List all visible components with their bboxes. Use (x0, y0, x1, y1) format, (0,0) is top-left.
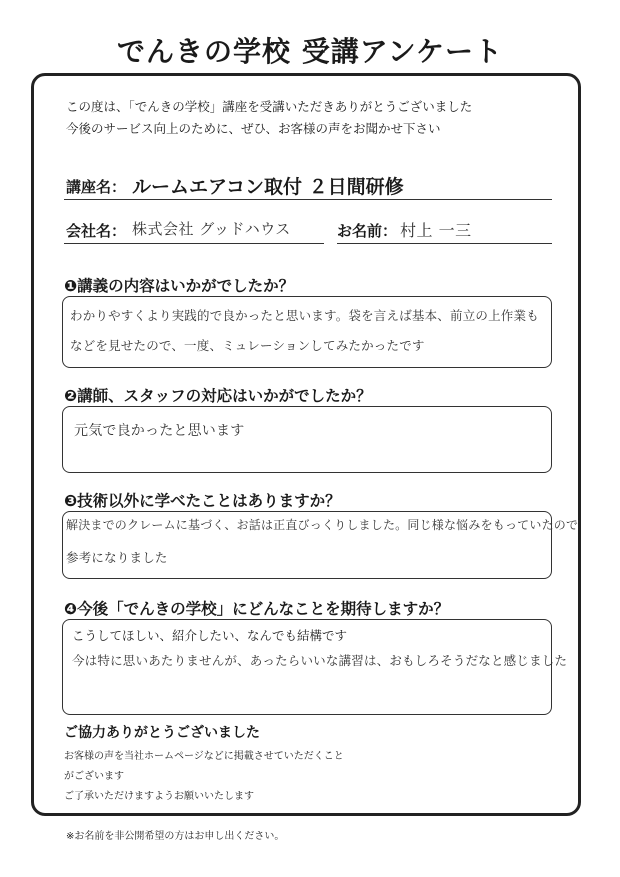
closing-line-3: ご了承いただけますようお願いいたします (64, 791, 254, 802)
question-2-heading: ❷講師、スタッフの対応はいかがでしたか？ (64, 387, 372, 405)
survey-title: でんきの学校 受講アンケート (116, 35, 504, 68)
question-4-heading: ❹今後「でんきの学校」にどんなことを期待しますか？ (64, 600, 450, 618)
question-3-answer-line-2: 参考になりました (66, 550, 168, 565)
name-label: お名前： (337, 222, 398, 240)
closing-line-2: がございます (64, 771, 124, 782)
name-value: 村上 一三 (400, 221, 472, 240)
course-value: ルームエアコン取付 ２日間研修 (132, 176, 404, 198)
closing-line-1: お客様の声を当社ホームページなどに掲載させていただくこと (64, 751, 344, 762)
company-label: 会社名： (66, 222, 127, 240)
company-value: 株式会社 グッドハウス (132, 220, 291, 238)
question-3-answer-line-1: 解決までのクレームに基づく、お話は正直びっくりしました。同じ様な悩みをもっていたので (66, 518, 579, 532)
intro-line-1: この度は、「でんきの学校」講座を受講いただきありがとうございました (66, 99, 473, 114)
question-1-answer-line-1: わかりやすくより実践的で良かったと思います。袋を言えば基本、前立の上作業も (70, 308, 539, 323)
question-4-hint: こうしてほしい、紹介したい、なんでも結構です (72, 628, 348, 643)
question-4-answer-line-1: 今は特に思いあたりませんが、あったらいいな講習は、おもしろそうだなと感じました (72, 653, 568, 668)
footnote: ※お名前を非公開希望の方はお申し出ください。 (66, 831, 285, 842)
intro-text (66, 96, 472, 140)
question-2-answer-line-1: 元気で良かったと思います (74, 423, 245, 439)
name-underline (337, 243, 552, 244)
course-label: 講座名： (66, 178, 127, 196)
thanks-text: ご協力ありがとうございました (64, 725, 260, 741)
question-3-heading: ❸技術以外に学べたことはありますか？ (64, 492, 341, 510)
question-1-heading: ❶講義の内容はいかがでしたか？ (64, 277, 295, 295)
intro-line-2: 今後のサービス向上のために、ぜひ、お客様の声をお聞かせ下さい (66, 121, 441, 136)
question-1-answer-line-2: などを見せたので、一度、ミュレーションしてみたかったです (70, 338, 425, 353)
company-underline (64, 243, 324, 244)
course-underline (64, 199, 552, 200)
